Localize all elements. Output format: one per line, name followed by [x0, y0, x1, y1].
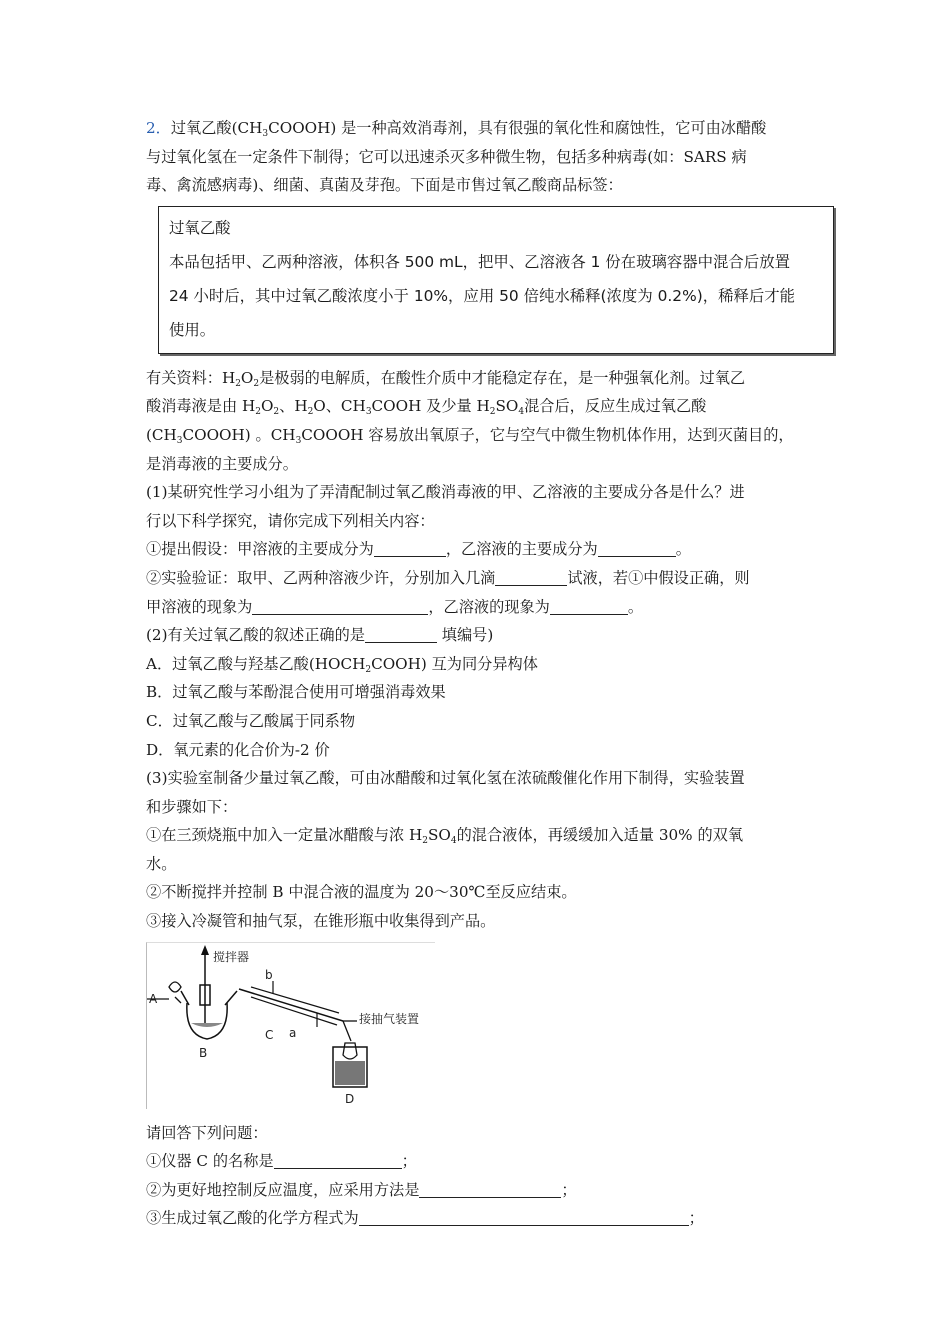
option-a[interactable]: A．过氧乙酸与羟基乙酸$(HOCH_2COOH)$ 互为同分异构体 — [146, 654, 538, 675]
label-b-flask: B — [199, 1045, 208, 1060]
info-line-4: 是消毒液的主要成分。 — [146, 454, 298, 473]
product-label-box — [158, 206, 834, 354]
info-line-2: 酸消毒液是由 $H_2O_2$、$H_2O$、$CH_3COOH$ 及少量 $H_2SO_4$混合后，反应生成过氧乙酸 — [146, 397, 707, 418]
question-number: 2． — [146, 119, 171, 137]
vacuum-label: 接抽气装置 — [359, 1011, 420, 1026]
label-line-3: 使用。 — [169, 320, 216, 339]
part3-line-2: 和步骤如下： — [146, 797, 238, 816]
verify-line-1: ②实验验证：取甲、乙两种溶液少许，分别加入几滴 试液，若①中假设正确，则 — [146, 568, 750, 587]
answers-intro: 请回答下列问题： — [146, 1123, 268, 1142]
answer-blank-temperature-method[interactable] — [419, 1179, 561, 1198]
answer-blank-equation[interactable] — [359, 1207, 689, 1226]
apparatus-figure — [146, 942, 435, 1109]
option-c[interactable]: C．过氧乙酸与乙酸属于同系物 — [146, 711, 356, 730]
part1-line-1: (1)某研究性学习小组为了弄清配制过氧乙酸消毒液的甲、乙溶液的主要成分各是什么？进 — [146, 483, 745, 502]
answer-blank-part2[interactable] — [365, 624, 437, 643]
intro-line-3: 毒、禽流感病毒)、细菌、真菌及芽孢。下面是市售过氧乙酸商品标签： — [146, 176, 623, 195]
answer-blank-jia-phenomenon[interactable] — [252, 596, 428, 615]
step-2: ②不断搅拌并控制 B 中混合液的温度为 20～30℃至反应结束。 — [146, 883, 577, 902]
answer-blank-reagent[interactable] — [495, 567, 567, 586]
label-a-funnel: A — [149, 991, 158, 1006]
part1-line-2: 行以下科学探究，请你完成下列相关内容： — [146, 511, 435, 530]
answer-q2: ②为更好地控制反应温度，应采用方法是 ； — [146, 1180, 577, 1199]
option-d[interactable]: D．氧元素的化合价为-2 价 — [146, 740, 330, 759]
info-line-1: 有关资料：$H_2O_2$是极弱的电解质，在酸性介质中才能稳定存在，是一种强氧化剂。过氧乙 — [146, 368, 746, 389]
verify-line-2: 甲溶液的现象为 ，乙溶液的现象为 。 — [146, 597, 643, 616]
hypothesis-line: ①提出假设：甲溶液的主要成分为 ，乙溶液的主要成分为 。 — [146, 540, 691, 559]
answer-blank-yi[interactable] — [598, 538, 676, 557]
stirrer-label: 搅拌器 — [213, 949, 250, 964]
label-b-inlet: b — [265, 967, 273, 982]
answer-q1: ①仪器 C 的名称是 ； — [146, 1152, 417, 1171]
label-line-1: 本品包括甲、乙两种溶液，体积各 500 mL，把甲、乙溶液各 1 份在玻璃容器中混合后放置 — [169, 252, 790, 271]
label-title: 过氧乙酸 — [169, 218, 231, 237]
apparatus-drawing — [147, 943, 435, 1109]
label-a-outlet: a — [289, 1025, 297, 1040]
intro-line-2: 与过氧化氢在一定条件下制得；它可以迅速杀灭多种微生物，包括多种病毒(如：SARS 病 — [146, 147, 747, 166]
answer-blank-instrument-c[interactable] — [274, 1150, 402, 1169]
answer-blank-jia[interactable] — [374, 538, 446, 557]
part3-line-1: (3)实验室制备少量过氧乙酸，可由冰醋酸和过氧化氢在浓硫酸催化作用下制得，实验装置 — [146, 769, 745, 788]
step-1: ①在三颈烧瓶中加入一定量冰醋酸与浓 $H_2SO_4$的混合液体，再缓缓加入适量 30% 的双氧 — [146, 826, 744, 847]
intro-line-1: 2．过氧乙酸$(CH_3COOOH)$ 是一种高效消毒剂，具有很强的氧化性和腐蚀性，它可由冰醋酸 — [146, 119, 767, 139]
label-c-condenser: C — [265, 1027, 274, 1042]
question-2 — [146, 114, 816, 1233]
answer-q3: ③生成过氧乙酸的化学方程式为 ； — [146, 1209, 704, 1228]
part2-stem: (2)有关过氧乙酸的叙述正确的是 填编号) — [146, 626, 494, 645]
step-1-cont: 水。 — [146, 854, 177, 873]
label-line-2: 24 小时后，其中过氧乙酸浓度小于 10%，应用 50 倍纯水稀释(浓度为 0.2%)，稀释后才能 — [169, 286, 796, 305]
step-3: ③接入冷凝管和抽气泵，在锥形瓶中收集得到产品。 — [146, 912, 496, 931]
label-d-flask: D — [345, 1091, 355, 1106]
option-b[interactable]: B．过氧乙酸与苯酚混合使用可增强消毒效果 — [146, 683, 446, 702]
answer-blank-yi-phenomenon[interactable] — [550, 596, 628, 615]
info-line-3: $(CH_3COOOH)$ 。$CH_3COOOH$ 容易放出氧原子，它与空气中微生物机体作用，达到灭菌目的， — [146, 425, 794, 446]
